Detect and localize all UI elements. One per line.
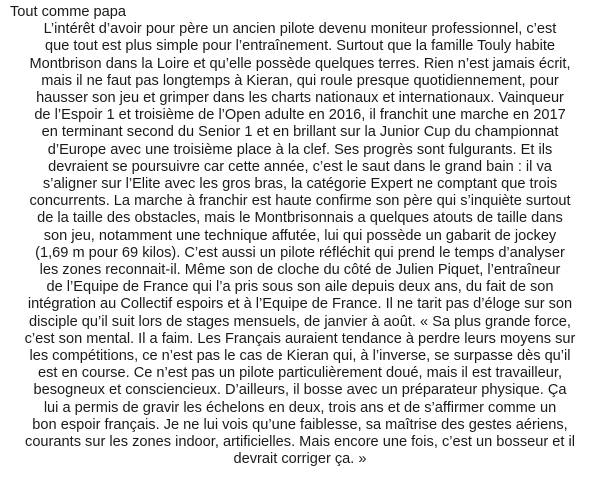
article-line: que tout est plus simple pour l’entraînement. Surtout que la famille Touly habite — [45, 38, 555, 55]
article-line: (1,69 m pour 69 kilos). C’est aussi un pilote réfléchit qui prend le temps d’analyser — [35, 244, 565, 261]
article-line: de l’Espoir 1 et troisième de l’Open adulte en 2016, il franchit une marche en 2017 — [34, 107, 566, 124]
article-line: besogneux et consciencieux. D’ailleurs, il bosse avec un préparateur physique. Ça — [33, 382, 567, 399]
article-line: son jeu, notamment une technique affutée, lui qui possède un gabarit de jockey — [43, 227, 557, 244]
article-line: les compétitions, ce n’est pas le cas de Kieran qui, à l’inverse, se surpasse dès qu’il — [29, 348, 571, 365]
article-body — [10, 21, 590, 468]
article-line: de la taille des obstacles, mais le Montbrisonnais a quelques atouts de taille dans — [37, 210, 563, 227]
article-line: s’aligner sur l’Elite avec les gros bras, la catégorie Expert ne comptant que trois — [42, 176, 558, 193]
article-line: d’Europe avec une troisième place à la clef. Ses progrès sont fulgurants. Et ils — [47, 141, 553, 158]
article-line: concurrents. La marche à franchir est haute confirme son père qui s’inquiète surtout — [29, 193, 571, 210]
article-line: mais il ne faut pas longtemps à Kieran, qui roule presque quotidiennement, pour — [41, 72, 559, 89]
article-line: courants sur les zones indoor, artificielles. Mais encore une fois, c’est un bosseur et il — [25, 434, 575, 451]
article-line: L’intérêt d’avoir pour père un ancien pilote devenu moniteur professionnel, c’est — [43, 21, 557, 38]
article-line: est en course. Ce n’est pas un pilote particulièrement doué, mais il est travailleur, — [37, 365, 563, 382]
article-line: Montbrison dans la Loire et qu’elle possède quelques terres. Rien n’est jamais écrit, — [29, 55, 571, 72]
article-line: les zones reconnait-il. Même son de cloche du côté de Julien Piquet, l’entraîneur — [39, 262, 561, 279]
article-line: c’est son mental. Il a faim. Les Français auraient tendance à perdre leurs moyens sur — [24, 330, 576, 347]
article-line: disciple qu’il suit lors de stages mensuels, de janvier à août. « Sa plus grande force, — [29, 313, 571, 330]
article-title: Tout comme papa — [10, 4, 127, 20]
article-line: devrait corriger ça. » — [233, 451, 367, 468]
article-line: hausser son jeu et grimper dans les charts nationaux et internationaux. Vainqueur — [36, 90, 564, 107]
article-line: de l’Equipe de France qui l’a pris sous son aile depuis deux ans, du fait de son — [46, 279, 554, 296]
article-line: devraient se poursuivre car cette année, c’est le saut dans le grand bain : il va — [48, 158, 552, 175]
article-line: lui a permis de gravir les échelons en deux, trois ans et de s’affirmer comme un — [43, 399, 557, 416]
article-line: intégration au Collectif espoirs et à l’Equipe de France. Il ne tarit pas d’éloge sur son — [27, 296, 573, 313]
article-line: en terminant second du Senior 1 et en brillant sur la Junior Cup du championnat — [41, 124, 559, 141]
article-line: bon espoir français. Je ne lui vois qu’une faiblesse, sa maîtrise des gestes aériens, — [32, 416, 568, 433]
